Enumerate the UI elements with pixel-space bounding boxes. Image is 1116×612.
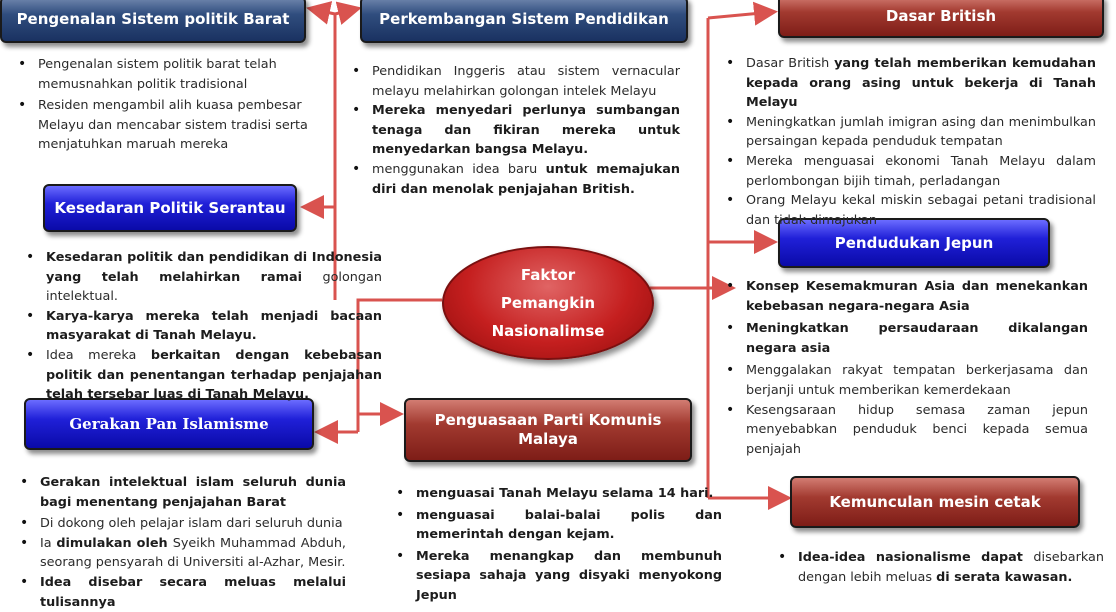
connector-pendidikan [335,9,356,14]
box-parti-komunis-label: Penguasaan Parti Komunis Malaya [434,411,662,448]
box-mesin-cetak [790,476,1080,528]
central-topic-line-3: Nasionalimse [491,322,605,340]
central-topic-line-2: Pemangkin [500,294,596,312]
box-politik-barat-label: Pengenalan Sistem politik Barat [16,10,290,28]
list-item: • menguasai Tanah Melayu selama 14 hari. [392,484,722,504]
notes-politik-barat [14,55,310,155]
list-item: • Pendidikan Inggeris atau sistem vernacular melayu melahirkan golongan intelek Melayu [348,62,680,101]
list-item: • Karya-karya mereka telah menjadi bacaan masyarakat di Tanah Melayu. [22,307,382,346]
box-pendidikan-label: Perkembangan Sistem Pendidikan [379,10,669,28]
list-item: • Kesengsaraan hidup semasa zaman jepun menyebabkan penduduk benci kepada semua penjajah [722,401,1088,460]
list-item: • Orang Melayu kekal miskin sebagai petani tradisional dan tidak dimajukan [722,191,1096,230]
list-item: • Konsep Kesemakmuran Asia dan menekankan kebebasan negara-negara Asia [722,277,1088,316]
box-serantau-label: Kesedaran Politik Serantau [54,198,286,217]
list-item: • Kesedaran politik dan pendidikan di Indonesia yang telah melahirkan ramai golongan intelektual. [22,248,382,307]
notes-pendidikan [348,62,680,199]
box-dasar-british [778,0,1104,38]
list-item: • Mereka menangkap dan membunuh sesiapa sahaja yang disyaki menyokong Jepun [392,547,722,606]
list-item: • Gerakan intelektual islam seluruh dunia bagi menentang penjajahan Barat [16,473,346,512]
list-item: • menggunakan idea baru untuk memajukan diri dan menolak penjajahan British. [348,160,680,199]
box-dasar-british-label: Dasar British [885,6,997,25]
list-item: • Idea mereka berkaitan dengan kebebasan politik dan penentangan terhadap penjajahan telah tersebar luas di Tanah Melayu. [22,346,382,405]
box-parti-komunis [404,398,692,462]
notes-parti-komunis [392,484,722,606]
list-item: • Mereka menyedari perlunya sumbangan tenaga dan fikiran mereka untuk menyedarkan bangsa Melayu. [348,101,680,160]
list-item: • Residen mengambil alih kuasa pembesar Melayu dan mencabar sistem tradisi serta menjatuhkan maruah mereka [14,96,310,155]
central-topic-line-1: Faktor [520,266,576,284]
list-item: • Idea-idea nasionalisme dapat disebarkan dengan lebih meluas di serata kawasan. [774,548,1104,587]
notes-mesin-cetak [774,548,1104,587]
central-topic [442,246,654,360]
box-pan-islamisme [24,398,314,450]
list-item: • Mereka menguasai ekonomi Tanah Melayu dalam perlombongan bijih timah, perladangan [722,152,1096,191]
box-mesin-cetak-label: Kemunculan mesin cetak [829,492,1041,511]
box-pendidikan [360,0,688,43]
list-item: • Meningkatkan jumlah imigran asing dan menimbulkan persaingan kepada penduduk tempatan [722,113,1096,152]
box-serantau [43,184,297,232]
list-item: • Di dokong oleh pelajar islam dari seluruh dunia [16,514,346,534]
list-item: • Dasar British yang telah memberikan kemudahan kepada orang asing untuk bekerja di Tanah Melayu [722,54,1096,113]
notes-pan-islamisme [16,473,346,612]
list-item: • Pengenalan sistem politik barat telah memusnahkan politik tradisional [14,55,310,94]
list-item: • Idea disebar secara meluas melalui tulisannya [16,573,346,612]
notes-pendudukan-jepun [722,277,1088,459]
list-item: • Menggalakan rakyat tempatan berkerjasama dan berjanji untuk memberikan kemerdekaan [722,361,1088,400]
box-pendudukan-jepun-label: Pendudukan Jepun [834,233,994,252]
notes-serantau [22,248,382,405]
notes-dasar-british [722,54,1096,230]
box-pan-islamisme-label: Gerakan Pan Islamisme [69,414,269,433]
connector-politik-barat [312,9,335,14]
connector-dasar-british [708,12,772,18]
list-item: • Meningkatkan persaudaraan dikalangan negara asia [722,319,1088,358]
list-item: • Ia dimulakan oleh Syeikh Muhammad Abduh, seorang pensyarah di Universiti al-Azhar, Mesir. [16,534,346,573]
box-politik-barat [0,0,306,43]
list-item: • menguasai balai-balai polis dan memerintah dengan kejam. [392,506,722,545]
